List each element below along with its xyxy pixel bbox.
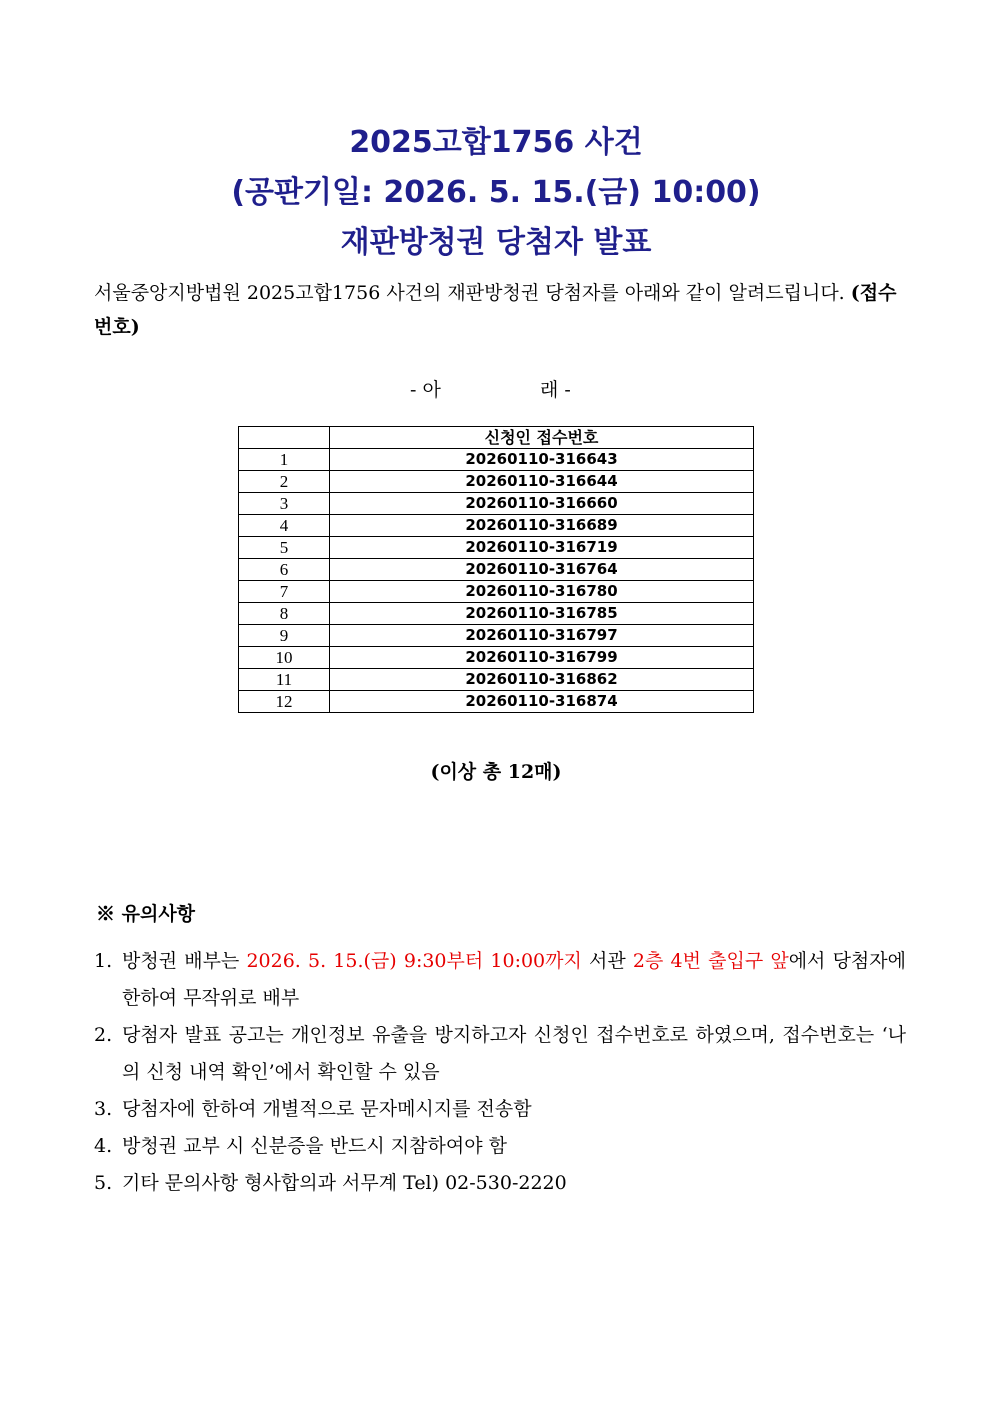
row-number: 1 [239, 449, 330, 471]
intro-bold-note: (접수번호) [94, 282, 897, 338]
note-number: 4. [94, 1135, 113, 1157]
intro-text: 서울중앙지방법원 2025고합1756 사건의 재판방청권 당첨자를 아래와 같이 알려드립니다. [94, 282, 845, 304]
table-row [239, 537, 754, 559]
title-case-number: 2025고합1756 사건 [349, 125, 643, 160]
table-row [239, 515, 754, 537]
receipt-code: 20260110-316689 [330, 515, 754, 537]
receipt-code: 20260110-316764 [330, 559, 754, 581]
total-count: (이상 총 12매) [430, 761, 562, 783]
title-announcement: 재판방청권 당첨자 발표 [340, 225, 652, 260]
row-number: 4 [239, 515, 330, 537]
receipt-code: 20260110-316660 [330, 493, 754, 515]
receipt-code: 20260110-316719 [330, 537, 754, 559]
note-text: 당첨자에 한하여 개별적으로 문자메시지를 전송함 [122, 1098, 532, 1120]
note-text-part: 방청권 배부는 [122, 950, 247, 972]
row-number: 6 [239, 559, 330, 581]
note-highlight-time: 2026. 5. 15.(금) 9:30부터 10:00까지 [246, 950, 582, 972]
note-number: 2. [94, 1024, 113, 1046]
table-header-code: 신청인 접수번호 [330, 427, 754, 449]
receipt-code: 20260110-316797 [330, 625, 754, 647]
row-number: 10 [239, 647, 330, 669]
note-number: 3. [94, 1098, 113, 1120]
row-number: 11 [239, 669, 330, 691]
note-item [94, 1165, 906, 1202]
note-text-part: 서관 [581, 950, 633, 972]
receipt-code: 20260110-316780 [330, 581, 754, 603]
table-row [239, 449, 754, 471]
note-item [94, 943, 906, 1017]
table-row [239, 669, 754, 691]
title-hearing-date: (공판기일: 2026. 5. 15.(금) 10:00) [231, 175, 761, 210]
row-number: 8 [239, 603, 330, 625]
note-text: 기타 문의사항 형사합의과 서무계 Tel) 02-530-2220 [122, 1172, 567, 1194]
table-header-row [239, 427, 754, 449]
note-text-part: 에서 당첨자에 한하여 무작위로 배부 [122, 950, 906, 1009]
row-number: 7 [239, 581, 330, 603]
receipt-code: 20260110-316799 [330, 647, 754, 669]
notes-heading: ※ 유의사항 [96, 903, 196, 925]
note-item [94, 1017, 906, 1091]
receipt-code: 20260110-316644 [330, 471, 754, 493]
row-number: 2 [239, 471, 330, 493]
note-number: 1. [94, 950, 113, 972]
row-number: 9 [239, 625, 330, 647]
note-item [94, 1128, 906, 1165]
subhead-left: - 아 [410, 379, 441, 401]
note-highlight-location: 2층 4번 출입구 앞 [632, 950, 789, 972]
table-row [239, 691, 754, 713]
page-title [0, 118, 992, 268]
row-number: 12 [239, 691, 330, 713]
table-header-index [239, 427, 330, 449]
table-row [239, 581, 754, 603]
note-number: 5. [94, 1172, 113, 1194]
table-row [239, 471, 754, 493]
note-text: 당첨자 발표 공고는 개인정보 유출을 방지하고자 신청인 접수번호로 하였으며, 접수번호는 ‘나의 신청 내역 확인’에서 확인할 수 있음 [122, 1024, 906, 1083]
receipt-code: 20260110-316785 [330, 603, 754, 625]
receipt-code: 20260110-316862 [330, 669, 754, 691]
table-row [239, 625, 754, 647]
table-row [239, 603, 754, 625]
receipt-code: 20260110-316643 [330, 449, 754, 471]
notes-list [94, 943, 906, 1202]
receipt-code: 20260110-316874 [330, 691, 754, 713]
note-text [122, 943, 906, 1017]
note-text: 방청권 교부 시 신분증을 반드시 지참하여야 함 [122, 1135, 507, 1157]
subhead-right: 래 - [540, 379, 571, 401]
row-number: 5 [239, 537, 330, 559]
table-row [239, 493, 754, 515]
table-row [239, 647, 754, 669]
row-number: 3 [239, 493, 330, 515]
note-item [94, 1091, 906, 1128]
receipt-number-table [238, 426, 754, 713]
intro-paragraph [94, 276, 914, 344]
table-row [239, 559, 754, 581]
